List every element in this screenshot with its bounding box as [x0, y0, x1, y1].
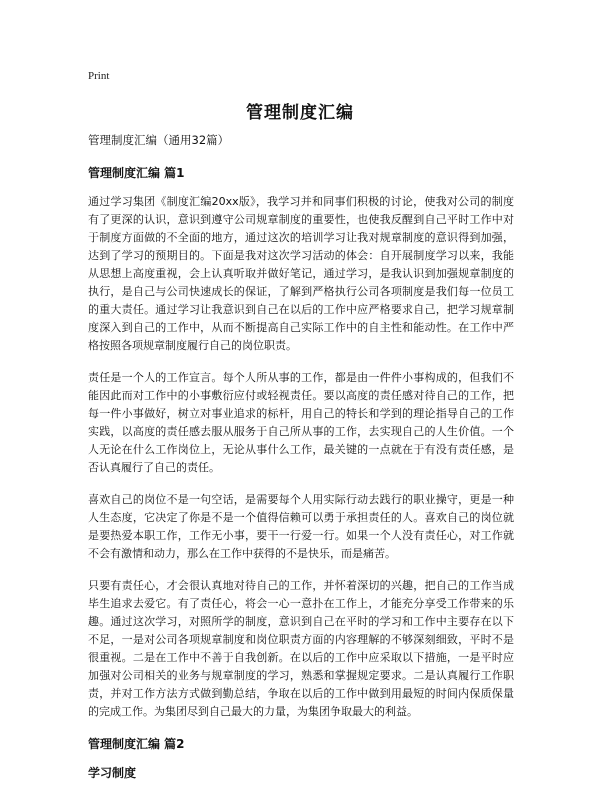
paragraph: 责任是一个人的工作宣言。每个人所从事的工作，都是由一件件小事构成的，但我们不能因此而对工作中的小事敷衍应付或轻视责任。要以高度的责任感对待自己的工作，把每一件小事做好，树立对事业追求的标杆，用自己的特长和学到的理论指导自己的工作实践，以高度的责任感去服从服务于自己所从事的工作，去实现自己的人生价值。一个人无论在什么工作岗位上，无论从事什么工作，最关键的一点就在于有没有责任感，是否认真履行了自己的责任。 [88, 371, 514, 474]
print-label: Print [88, 70, 110, 82]
section-heading-1: 管理制度汇编 篇1 [88, 166, 185, 180]
subsection-heading: 学习制度 [88, 766, 137, 780]
document-subtitle: 管理制度汇编（通用32篇） [88, 133, 230, 147]
section-heading-2: 管理制度汇编 篇2 [88, 737, 185, 751]
paragraph: 通过学习集团《制度汇编20xx版》，我学习并和同事们积极的讨论，使我对公司的制度有了更深的认识，意识到遵守公司规章制度的重要性，也使我反醒到自己平时工作中对于制度方面做的不全面的地方，通过这次的培训学习让我对规章制度的意识得到加强，达到了学习的预期目的。下面是我对这次学习活动的体会：自开展制度学习以来，我能从思想上高度重视，会上认真听取并做好笔记，通过学习，是我认识到加强规章制度的执行，是自己与公司快速成长的保证，了解到严格执行公司各项制度是我们每一位员工的重大责任。通过学习让我意识到自己在以后的工作中应严格要求自己，把学习规章制度深入到自己的工作中，从而不断提高自己实际工作中的自主性和能动性。在工作中严格按照各项规章制度履行自己的岗位职责。 [88, 195, 514, 352]
paragraph: 只要有责任心，才会很认真地对待自己的工作，并怀着深切的兴趣，把自己的工作当成毕生追求去爱它。有了责任心，将会一心一意扑在工作上，才能充分享受工作带来的乐趣。通过这次学习，对照所学的制度，意识到自己在平时的学习和工作中主要存在以下不足，一是对公司各项规章制度和岗位职责方面的内容理解的不够深刻细致，平时不是很重视。二是在工作中不善于自我创新。在以后的工作中应采取以下措施，一是平时应加强对公司相关的业务与规章制度的学习，熟悉和掌握规定要求。二是认真履行工作职责，并对工作方法方式做到勤总结，争取在以后的工作中做到用最短的时间内保质保量的完成工作。为集团尽到自己最大的力量，为集团争取最大的利益。 [88, 579, 514, 718]
document-body [88, 132, 514, 793]
paragraph: 喜欢自己的岗位不是一句空话，是需要每个人用实际行动去践行的职业操守，更是一种人生态度，它决定了你是不是一个值得信赖可以勇于承担责任的人。喜欢自己的岗位就是要热爱本职工作，工作无小事，要干一行爱一行。如果一个人没有责任心，对工作就不会有激情和动力，那么在工作中获得的不是快乐，而是痛苦。 [88, 493, 514, 560]
page-title: 管理制度汇编 [246, 103, 354, 123]
